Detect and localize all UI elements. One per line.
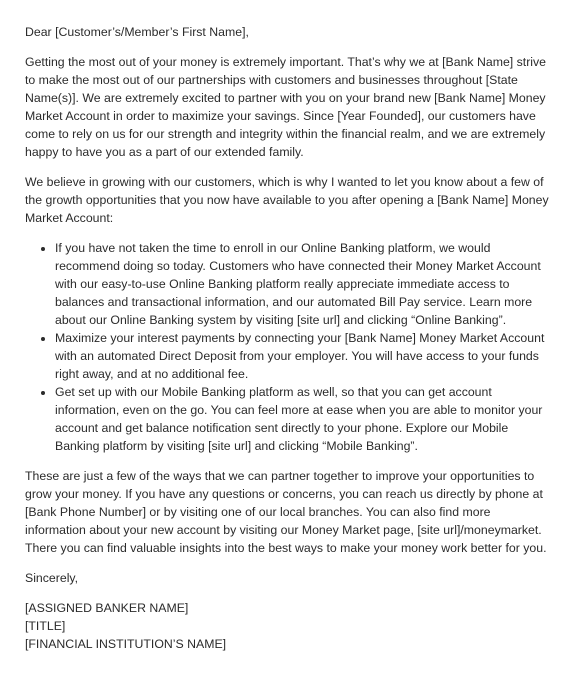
list-item-direct-deposit: • Maximize your interest payments by connecting your [Bank Name] Money Market Account with an automated Direct Deposit from your employer. You will have access to your funds right away, and at no additional fee.	[55, 329, 550, 383]
list-item-mobile-banking: • Get set up with our Mobile Banking platform as well, so that you can get account information, even on the go. You can feel more at ease when you are able to monitor your account and get balance notification sent directly to your phone. Explore our Mobile Banking platform by visiting [site url] and clicking “Mobile Banking”.	[55, 383, 550, 455]
contact-paragraph: These are just a few of the ways that we can partner together to improve your opportunities to grow your money. If you have any questions or concerns, you can reach us directly by phone at [Bank Phone Number] or by visiting one of our local branches. You can also find more information about your new account by visiting our Money Market page, [site url]/moneymarket. There you can find valuable insights into the best ways to make your money work better for you.	[25, 469, 547, 555]
growth-paragraph: We believe in growing with our customers, which is why I wanted to let you know about a few of the growth opportunities that you now have available to you after opening a [Bank Name] Money Market Account:	[25, 175, 549, 225]
intro-paragraph: Getting the most out of your money is extremely important. That’s why we at [Bank Name] strive to make the most out of our partnerships with customers and businesses throughout [State Name(s)]. We are extremely excited to partner with you on your brand new [Bank Name] Money Market Account in order to maximize your savings. Since [Year Founded], our customers have come to rely on us for our strength and integrity within the financial realm, and we are extremely happy to have you as a part of our extended family.	[25, 55, 547, 159]
opportunity-list	[25, 239, 550, 455]
signature-title: [TITLE]	[25, 619, 66, 633]
list-item-online-banking: • If you have not taken the time to enroll in our Online Banking platform, we would recommend doing so today. Customers who have connected their Money Market Account with our easy-to-use Online Banking platform really appreciate immediate access to balances and transactional information, and our automated Bill Pay service. Learn more about our Online Banking system by visiting [site url] and clicking “Online Banking”.	[55, 239, 550, 329]
closing: Sincerely,	[25, 571, 79, 585]
greeting: Dear [Customer’s/Member’s First Name],	[25, 25, 249, 39]
signature-name: [ASSIGNED BANKER NAME]	[25, 601, 189, 615]
signature-block	[25, 599, 550, 653]
signature-institution: [FINANCIAL INSTITUTION’S NAME]	[25, 637, 227, 651]
